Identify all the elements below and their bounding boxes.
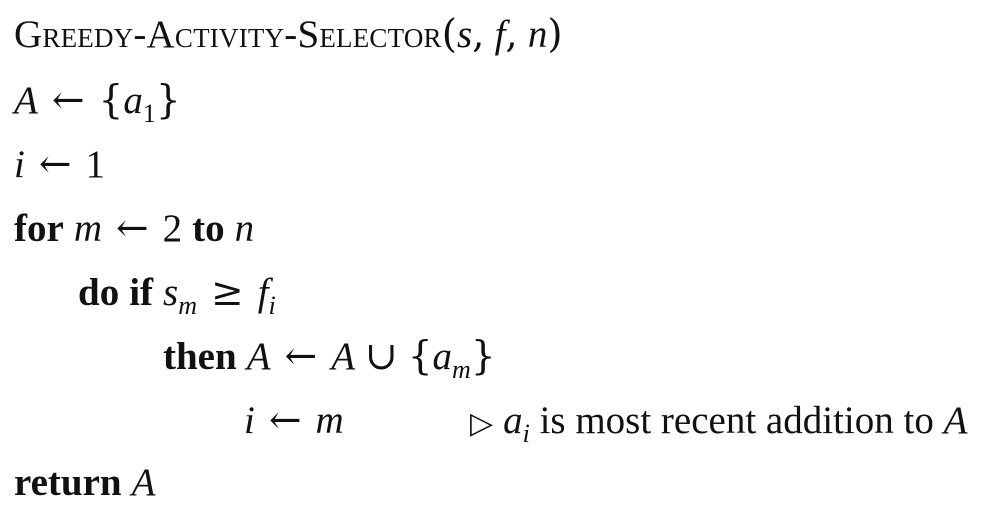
comment-triangle-icon: ▷ xyxy=(470,406,494,441)
procedure-name: Greedy-Activity-Selector xyxy=(14,13,442,56)
keyword-to: to xyxy=(192,207,225,250)
comment-text: is most recent addition to xyxy=(529,399,944,442)
subscript-i: i xyxy=(268,291,276,320)
procedure-header: Greedy-Activity-Selector(s, f, n) xyxy=(14,12,563,57)
var-m: m xyxy=(315,399,344,442)
line-for-loop xyxy=(14,202,254,256)
subscript-m: m xyxy=(452,355,471,384)
subscript-1: 1 xyxy=(142,99,156,128)
ge-symbol: ≥ xyxy=(211,270,244,315)
var-m: m xyxy=(73,207,102,250)
var-i: i xyxy=(244,399,255,442)
param-s: s xyxy=(456,13,473,56)
param-n: n xyxy=(527,13,548,56)
keyword-for: for xyxy=(14,207,64,250)
assign-arrow: ← xyxy=(115,206,149,251)
var-f: f xyxy=(257,271,269,314)
assign-arrow: ← xyxy=(268,398,302,443)
var-n: n xyxy=(234,207,255,250)
assign-arrow: ← xyxy=(51,78,85,123)
subscript-m: m xyxy=(178,291,197,320)
line-update-index xyxy=(244,394,344,448)
var-A: A xyxy=(331,335,356,378)
param-f: f xyxy=(494,13,506,56)
keyword-do: do xyxy=(78,271,120,314)
value-2: 2 xyxy=(162,207,183,250)
line-init-set: A ← $\{a_1\}$ xyxy=(14,78,181,128)
union-symbol: ∪ xyxy=(365,334,398,379)
line-init-index xyxy=(14,138,105,192)
var-a: a xyxy=(432,335,453,378)
keyword-if: if xyxy=(129,271,154,314)
var-A: A xyxy=(246,335,271,378)
value-1: 1 xyxy=(85,143,106,186)
var-a: a xyxy=(123,79,143,122)
var-A: A xyxy=(131,461,156,504)
var-A: A xyxy=(14,79,38,122)
line-return xyxy=(14,456,156,504)
line-then-union: then A ← A ∪ $\{a_m\}$ xyxy=(163,334,496,384)
var-i: i xyxy=(14,143,25,186)
var-A: A xyxy=(943,399,968,442)
assign-arrow: ← xyxy=(284,334,318,379)
keyword-return: return xyxy=(14,461,122,504)
keyword-then: then xyxy=(163,335,237,378)
line-do-if xyxy=(78,266,276,320)
var-a: a xyxy=(503,399,523,442)
subscript-i: i xyxy=(522,419,530,448)
line-comment xyxy=(470,394,967,448)
var-s: s xyxy=(163,271,179,314)
assign-arrow: ← xyxy=(38,142,72,187)
